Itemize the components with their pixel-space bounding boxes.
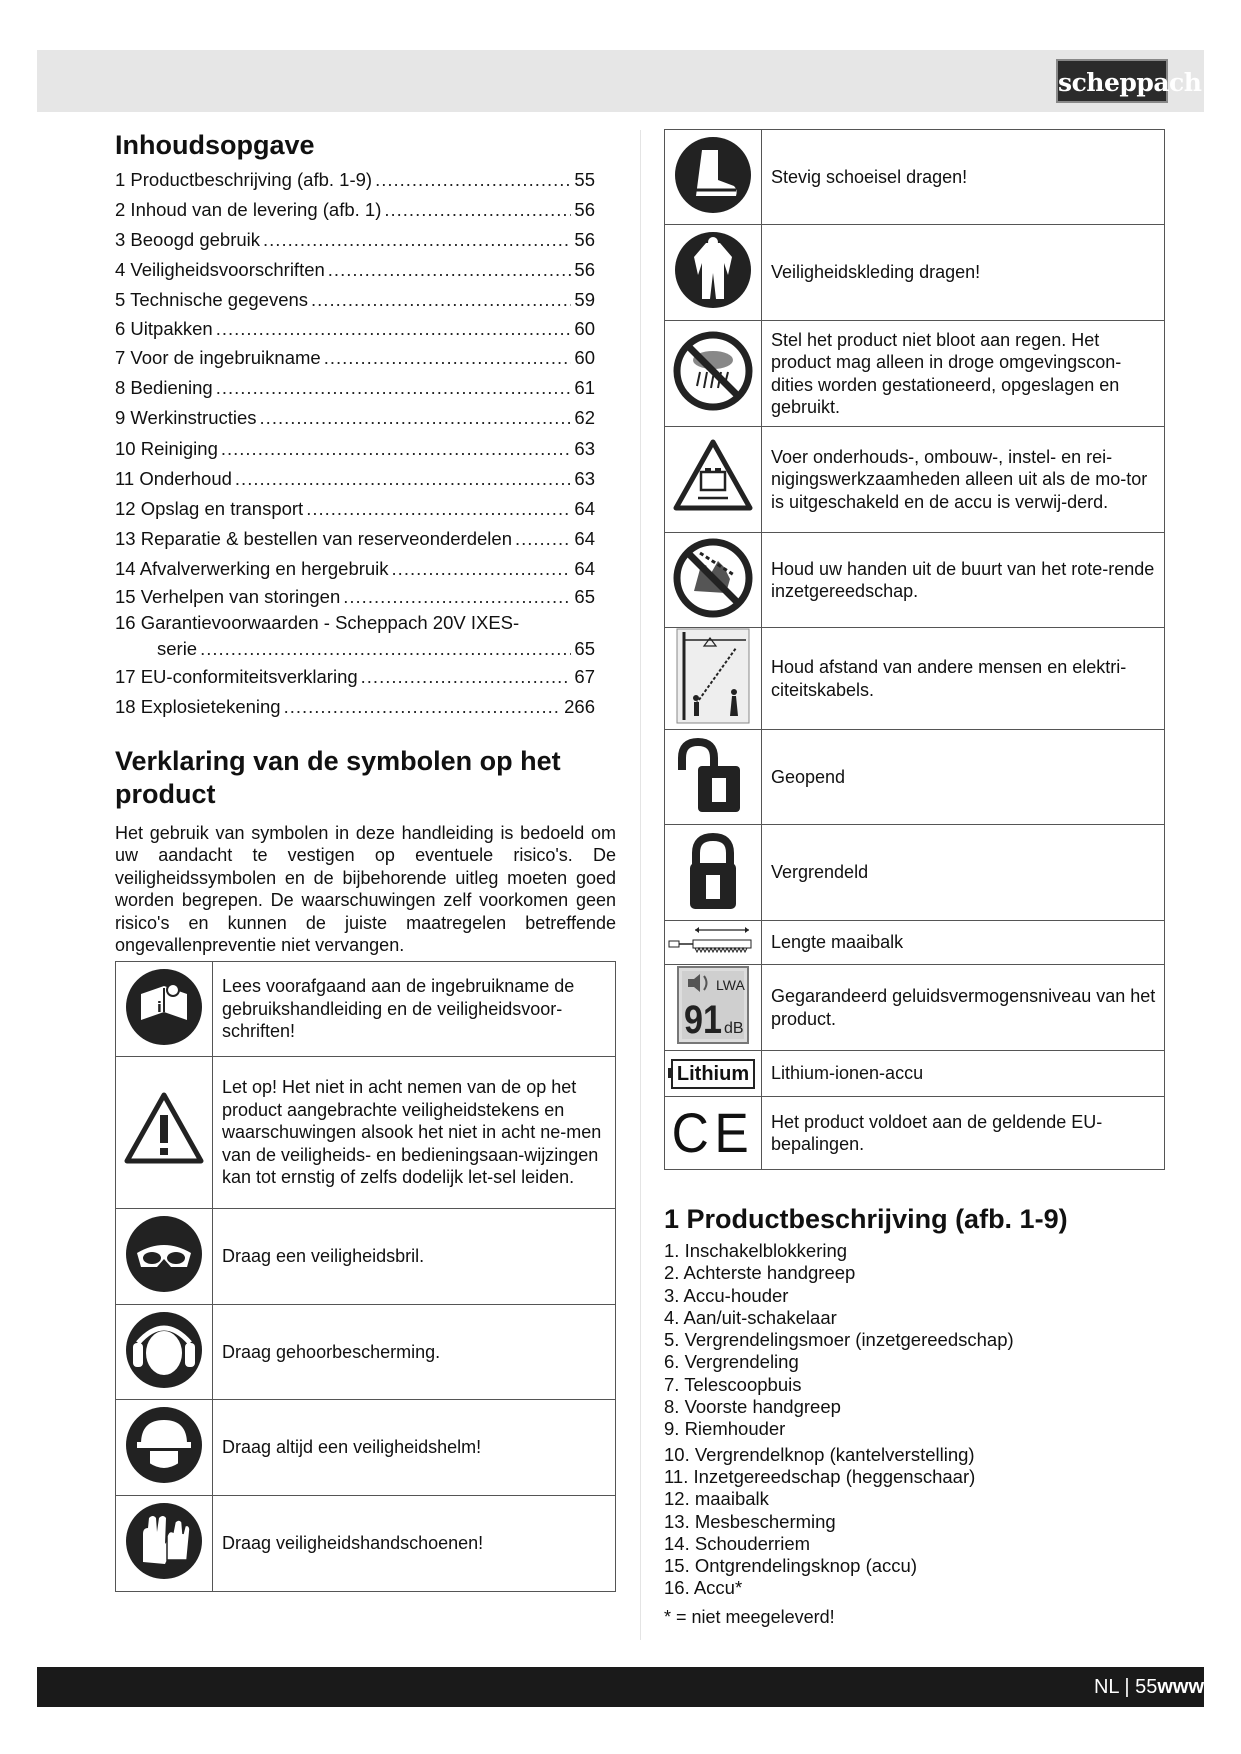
url-fragment: www [1157,1676,1204,1698]
symbol-text: Houd afstand van andere mensen en elektri-citeitskabels. [762,628,1165,730]
ear-protection-icon [121,1307,207,1398]
part-list-item: 15. Ontgrendelingsknop (accu) [664,1555,917,1577]
toc-item-page: 63 [574,468,595,489]
symbol-icon-cell [665,825,762,921]
svg-text:i: i [157,999,162,1016]
ce-mark-icon: CE [671,1101,755,1164]
symbol-text: Gegarandeerd geluidsvermogensniveau van het product. [762,965,1165,1051]
part-list-item: 3. Accu-houder [664,1284,789,1306]
symbol-row [665,628,1165,730]
footer-page [1094,1667,1204,1707]
part-list-item: 4. Aan/uit-schakelaar [664,1306,837,1328]
no-hands-rotating-tool-icon [670,535,756,626]
symbol-row [116,1400,616,1496]
symbol-text: Draag een veiligheidsbril. [213,1209,616,1305]
toc-leader [384,199,571,221]
sound-power-icon [676,965,750,1050]
read-manual-icon [121,964,207,1055]
brand-logo: scheppach [1056,59,1168,103]
toc-leader [311,289,571,311]
symbol-icon-cell [665,225,762,321]
symbol-text: Lengte maaibalk [762,921,1165,965]
blade-length-icon [667,925,759,960]
keep-distance-cables-icon [676,628,750,729]
svg-text:91: 91 [684,998,722,1042]
symbol-icon-cell [665,1097,762,1170]
symbol-text: Draag veiligheidshandschoenen! [213,1496,616,1592]
symbol-text: Vergrendeld [762,825,1165,921]
product-description-list [664,1240,1014,1600]
no-rain-icon [670,328,756,419]
toc-item-title: 17 EU-conformiteitsverklaring [115,666,358,687]
toc-item[interactable] [115,403,595,433]
toc-item[interactable] [115,255,595,285]
symbol-row [665,533,1165,628]
symbol-icon-cell [665,130,762,225]
part-list-item: 8. Voorste handgreep [664,1396,841,1418]
toc-item-page: 60 [574,317,595,339]
toc-item-title-cont: serie [157,638,198,659]
toc-item-title: 5 Technische gegevens [115,289,309,310]
toc-item[interactable] [115,315,595,342]
toc-item-page: 65 [574,638,595,659]
part-list-item: 14. Schouderriem [664,1532,811,1554]
symbol-text: Stel het product niet bloot aan regen. Het product mag alleen in droge omgevingscon-dities worden gestationeerd, opgeslagen en gebruikt. [762,321,1165,427]
symbol-row [116,1305,616,1400]
symbol-row [665,921,1165,965]
locked-icon [670,827,756,918]
symbol-icon-cell [665,533,762,628]
part-list-item: 6. Vergrendeling [664,1351,799,1373]
part-list-item: 9. Riemhouder [664,1418,786,1440]
remove-battery-warning-icon [670,434,756,525]
part-list-item: 11. Inzetgereedschap (heggenschaar) [664,1465,976,1487]
footer-bar [37,1667,1204,1707]
toc-item-title: 3 Beoogd gebruik [115,229,261,250]
symbol-row [116,1496,616,1592]
symbol-icon-cell [116,1305,213,1400]
symbol-row [665,965,1165,1051]
toc-item-page: 56 [574,229,595,250]
toc-item[interactable] [115,524,595,554]
toc-item-title: 16 Garantievoorwaarden - Scheppach 20V IXES- [115,612,520,633]
symbol-icon-cell [116,1209,213,1305]
symbol-icon-cell [116,962,213,1057]
toc-leader [306,498,571,520]
toc-item-page: 62 [574,407,595,428]
symbols-intro: Het gebruik van symbolen in deze handleiding is bedoeld om uw aandacht te vestigen op eventuele risico's. De veiligheidssymbolen en de bijbehorende uitleg moeten goed worden begrepen. De waarschuwingen zelf voorkomen geen risico's en kunnen de juiste maatregelen betreffende ongevallenpreventie niet vervangen. [115,823,616,956]
toc-item-page: 56 [574,199,595,220]
toc-item-title: 10 Reiniging [115,437,218,459]
symbol-row [665,825,1165,921]
symbol-row [665,225,1165,321]
toc-item-title: 14 Afvalverwerking en hergebruik [115,558,389,579]
toc-item-title: 11 Onderhoud [115,468,232,489]
safety-goggles-icon [121,1211,207,1302]
symbol-text: Lees voorafgaand aan de ingebruikname de gebruikshandleiding en de veiligheidsvoor-schriften! [213,962,616,1057]
safety-helmet-icon [121,1402,207,1493]
toc-item-page: 65 [574,586,595,607]
toc-item[interactable] [115,342,595,373]
toc-item-page: 64 [574,528,595,549]
toc-item-title: 9 Werkinstructies [115,407,257,428]
toc-item-page: 60 [574,346,595,368]
symbol-row [665,130,1165,225]
symbol-text: Lithium-ionen-accu [762,1051,1165,1097]
toc-item-title: 4 Veiligheidsvoorschriften [115,259,325,280]
toc-item[interactable] [115,584,595,610]
symbols-table-left [115,961,616,1592]
symbol-icon-cell [116,1400,213,1496]
toc-leader [343,586,571,608]
toc-item[interactable] [115,225,595,255]
toc-leader [361,666,572,688]
symbol-row [665,1051,1165,1097]
symbol-row [665,321,1165,427]
part-list-item: 13. Mesbescherming [664,1510,836,1532]
toc-leader [324,347,572,369]
toc-item[interactable] [115,662,595,692]
toc-item[interactable] [115,464,595,494]
protective-clothing-icon [670,227,756,318]
symbol-icon-cell [665,628,762,730]
toc-item-title: 13 Reparatie & bestellen van reserveonderdelen [115,528,512,549]
part-list-item: 1. Inschakelblokkering [664,1240,848,1261]
symbol-text: Voer onderhouds-, ombouw-, instel- en rei-nigingswerkzaamheden alleen uit als de mo-tor is uitgeschakeld en de accu is verwij-derd. [762,427,1165,533]
symbols-title: Verklaring van de symbolen op het product [115,746,561,809]
symbol-text: Veiligheidskleding dragen! [762,225,1165,321]
toc-item[interactable] [115,610,595,662]
toc-item-title: 18 Explosietekening [115,696,281,717]
part-list-item: 7. Telescoopbuis [664,1373,802,1395]
safety-boots-icon [670,132,756,223]
symbol-text: Let op! Het niet in acht nemen van de op het product aangebrachte veiligheidstekens en waarschuwingen alsook het niet in acht ne-men van de veiligheids- en bedieningsaan-wijzingen kan tot ernstig of zelfs dodelijk let-sel leiden. [213,1057,616,1209]
part-list-item: 16. Accu* [664,1577,743,1599]
symbol-text: Draag gehoorbescherming. [213,1305,616,1400]
symbol-icon-cell [116,1496,213,1592]
part-list-item: 2. Achterste handgreep [664,1262,856,1284]
toc-item-title: 12 Opslag en transport [115,498,304,519]
symbol-text: Houd uw handen uit de buurt van het rote-rende inzetgereedschap. [762,533,1165,628]
toc-item-page: 266 [564,696,595,717]
svg-text:LWA: LWA [716,977,745,993]
column-divider [640,130,641,1640]
svg-text:dB: dB [724,1020,744,1037]
symbol-row [665,427,1165,533]
toc-leader [284,696,562,718]
toc-leader [263,229,571,251]
toc-leader [515,528,571,550]
header-bar [37,50,1204,112]
toc-leader [216,377,572,399]
toc-leader [392,558,572,580]
page-label: NL | 55 [1093,1676,1158,1698]
toc-leader [221,438,572,460]
symbol-text: Het product voldoet aan de geldende EU-bepalingen. [762,1097,1165,1170]
toc-item-title: 7 Voor de ingebruikname [115,346,321,368]
symbol-icon-cell [665,965,762,1051]
toc-item-title: 1 Productbeschrijving (afb. 1-9) [115,169,373,190]
symbol-icon-cell [665,321,762,427]
toc-leader [216,318,572,340]
toc-item[interactable] [115,195,595,225]
toc-item-title: 6 Uitpakken [115,317,213,339]
lithium-icon: Lithium [671,1059,755,1089]
symbol-row [116,1057,616,1209]
safety-gloves-icon [121,1498,207,1589]
toc-item-page: 61 [574,377,595,398]
symbol-icon-cell [665,730,762,825]
toc-item-title: 2 Inhoud van de levering (afb. 1) [115,199,382,220]
toc-item[interactable] [115,165,595,195]
symbol-icon-cell [665,1051,762,1097]
toc-leader [328,259,572,281]
toc-item-page: 67 [574,666,595,687]
part-list-item: 10. Vergrendelknop (kantelverstelling) [664,1443,975,1465]
symbol-row [116,962,616,1057]
toc-item-page: 64 [574,558,595,579]
toc-item-page: 63 [574,437,595,459]
part-list-item: 12. maaibalk [664,1488,769,1510]
toc-leader [200,638,571,660]
symbol-icon-cell [665,427,762,533]
toc-item[interactable] [115,433,595,464]
symbol-text: Stevig schoeisel dragen! [762,130,1165,225]
toc-item[interactable] [115,373,595,403]
toc-item-page: 59 [574,289,595,310]
warning-triangle-icon [121,1087,207,1178]
not-included-note: * = niet meegeleverd! [664,1607,835,1627]
toc-item[interactable] [115,554,595,584]
symbol-row [116,1209,616,1305]
toc-item[interactable] [115,285,595,315]
toc-item-page: 56 [574,259,595,280]
toc-leader [260,407,572,429]
toc-item[interactable] [115,494,595,524]
part-list-item: 5. Vergrendelingsmoer (inzetgereedschap) [664,1329,1014,1351]
unlocked-icon [670,732,756,823]
toc-item-title: 8 Bediening [115,377,213,398]
symbol-text: Draag altijd een veiligheidshelm! [213,1400,616,1496]
product-description-title: 1 Productbeschrijving (afb. 1-9) [664,1204,1068,1234]
toc-leader [235,468,572,490]
symbol-icon-cell [116,1057,213,1209]
symbols-table-right [664,129,1165,1170]
symbol-row [665,730,1165,825]
toc-item[interactable] [115,692,595,722]
toc-list [115,165,595,722]
toc-leader [375,169,571,191]
toc-item-page: 55 [574,169,595,190]
toc-item-title: 15 Verhelpen van storingen [115,586,341,607]
symbol-icon-cell [665,921,762,965]
toc-item-page: 64 [574,498,595,519]
symbol-text: Geopend [762,730,1165,825]
symbol-row [665,1097,1165,1170]
toc-title: Inhoudsopgave [115,130,315,160]
